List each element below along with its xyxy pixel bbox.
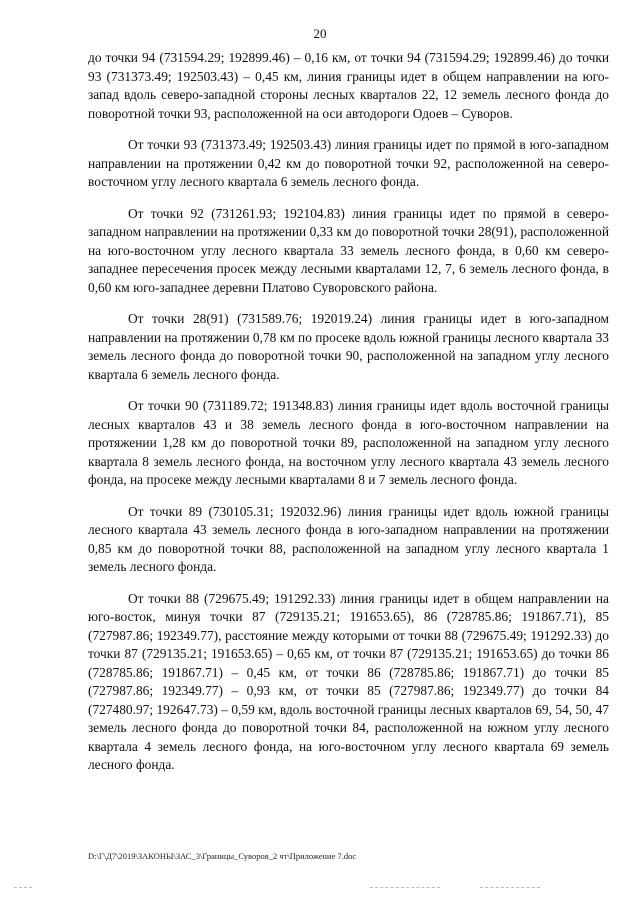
scan-artifact-line (370, 887, 440, 889)
file-path-footer: D:\Г\Д7\2019\ЗАКОНЫ\ЗАС_3\Границы_Суворов_2 чт\Приложение 7.doc (88, 851, 357, 861)
paragraph-point-90: От точки 90 (731189.72; 191348.83) линия границы идет вдоль восточной границы лесных кварталов 43 и 38 земель лесного фонда в юго-восточном направлении на протяжении 1,28 км до поворотной точки 89, расположенной на западном углу лесного квартала 8 земель лесного фонда, на восточном углу лесного квартала 43 земель лесного фонда, на просеке между лесными кварталами 8 и 7 земель лесного фонда. (88, 398, 609, 487)
scan-artifact-line (14, 887, 32, 889)
paragraph-point-88: От точки 88 (729675.49; 191292.33) линия границы идет в общем направлении на юго-восток, минуя точки 87 (729135.21; 191653.65), 86 (728785.86; 191867.71), 85 (727987.86; 192349.77), расстояние между которыми от точки 88 (729675.49; 191292.33) до точки 87 (729135.21; 191653.65) – 0,65 км, от точки 87 (729135.21; 191653.65) до точки 86 (728785.86; 191867.71) – 0,45 км, от точки 86 (728785.86; 191867.71) до точки 85 (727987.86; 192349.77) – 0,93 км, от точки 85 (727987.86; 192349.77) до точки 84 (727480.97; 192647.73) – 0,59 км, вдоль восточной границы лесных кварталов 69, 54, 50, 47 земель лесного фонда до поворотной точки 84, расположенной на южном углу лесного квартала 4 земель лесного фонда, на юго-восточном углу лесного квартала 69 земель лесного фонда. (88, 590, 609, 772)
paragraph-point-89: От точки 89 (730105.31; 192032.96) линия границы идет вдоль южной границы лесного квартала 43 земель лесного фонда в юго-западном направлении на протяжении 0,85 км до поворотной точки 88, расположенной на западном углу лесного квартала 1 земель лесного фонда. (88, 503, 609, 574)
paragraph-continuation: до точки 94 (731594.29; 192899.46) – 0,16 км, от точки 94 (731594.29; 192899.46) до точки 93 (731373.49; 192503.43) – 0,45 км, линия границы идет в общем направлении на юго-запад вдоль северо-западной стороны лесных кварталов 22, 12 земель лесного фонда до поворотной точки 93, расположенной на оси автодороги Одоев – Суворов. (88, 50, 609, 121)
scan-artifact-line (480, 887, 540, 889)
page-number: 20 (313, 26, 327, 41)
document-body (88, 49, 609, 788)
paragraph-point-93: От точки 93 (731373.49; 192503.43) линия границы идет по прямой в юго-западном направлении на протяжении 0,42 км до поворотной точки 92, расположенной на северо-восточном углу лесного квартала 6 земель лесного фонда. (88, 137, 609, 189)
paragraph-point-28-91: От точки 28(91) (731589.76; 192019.24) линия границы идет в юго-западном направлении на протяжении 0,78 км по просеке вдоль южной границы лесного квартала 33 земель лесного фонда до поворотной точки 90, расположенной на западном углу лесного квартала 6 земель лесного фонда. (88, 311, 609, 382)
paragraph-point-92: От точки 92 (731261.93; 192104.83) линия границы идет по прямой в северо-западном направлении на протяжении 0,33 км до поворотной точки 28(91), расположенной на юго-восточном углу лесного квартала 33 земель лесного фонда, в 0,60 км северо-западнее пересечения просек между лесными кварталами 12, 7, 6 земель лесного фонда, в 0,60 км юго-западнее деревни Платово Суворовского района. (88, 205, 609, 295)
